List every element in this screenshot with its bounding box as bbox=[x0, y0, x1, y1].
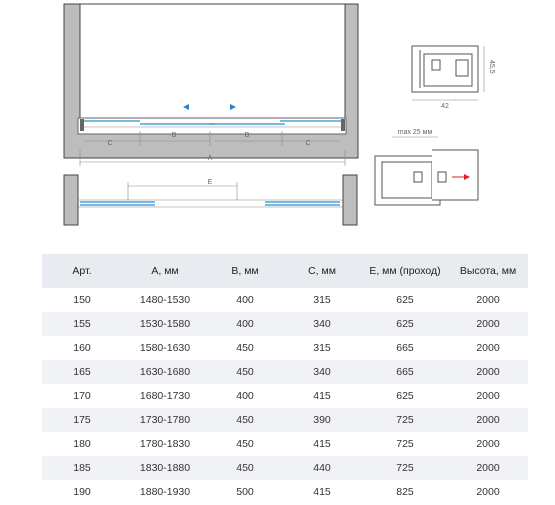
dim-c-left-label: C bbox=[107, 140, 113, 147]
table-cell: 450 bbox=[208, 456, 282, 480]
table-cell: 500 bbox=[236, 486, 254, 498]
installation-diagram bbox=[0, 0, 555, 248]
table-cell: 725 bbox=[396, 438, 414, 450]
col-header-a: А, мм bbox=[122, 254, 208, 288]
table-cell: 315 bbox=[313, 342, 331, 354]
col-header-art: Арт. bbox=[42, 254, 122, 288]
table-cell: 2000 bbox=[476, 294, 500, 306]
table-cell: 1730-1780 bbox=[122, 408, 208, 432]
table-cell: 440 bbox=[282, 456, 362, 480]
dim-c-right-label: C bbox=[305, 140, 311, 147]
table-row bbox=[42, 336, 528, 360]
dim-a-label: A bbox=[207, 155, 213, 162]
table-row bbox=[42, 408, 528, 432]
table-cell: 180 bbox=[73, 438, 91, 450]
table-cell: 415 bbox=[313, 390, 331, 402]
table-cell: 170 bbox=[73, 390, 91, 402]
niche-top-view bbox=[64, 4, 358, 158]
table-row bbox=[42, 456, 528, 480]
table-cell: 725 bbox=[362, 408, 448, 432]
table-cell: 415 bbox=[313, 438, 331, 450]
table-cell: 390 bbox=[282, 408, 362, 432]
table-cell: 2000 bbox=[476, 438, 500, 450]
col-header-b: В, мм bbox=[208, 254, 282, 288]
table-cell: 1780-1830 bbox=[139, 438, 191, 450]
table-cell: 1630-1680 bbox=[122, 360, 208, 384]
table-cell: 400 bbox=[236, 294, 254, 306]
table-cell: 155 bbox=[42, 312, 122, 336]
dim-b-right-label: B bbox=[244, 132, 250, 139]
table-cell: 340 bbox=[282, 312, 362, 336]
table-row bbox=[42, 384, 528, 408]
table-cell: 315 bbox=[313, 294, 331, 306]
table-cell: 190 bbox=[73, 486, 91, 498]
max-gap-label: max 25 мм bbox=[397, 129, 433, 136]
dim-b-left-label: B bbox=[171, 132, 177, 139]
wall-profile-detail bbox=[412, 46, 478, 92]
table-cell: 2000 bbox=[476, 390, 500, 402]
table-cell: 1530-1580 bbox=[122, 312, 208, 336]
table-header-row bbox=[42, 254, 528, 288]
table-cell: 2000 bbox=[476, 342, 500, 354]
table-cell: 185 bbox=[42, 456, 122, 480]
table-row bbox=[42, 360, 528, 384]
table-cell: 175 bbox=[42, 408, 122, 432]
glass-panels-bottom bbox=[80, 202, 340, 205]
table-cell: 160 bbox=[73, 342, 91, 354]
col-header-c: С, мм bbox=[282, 254, 362, 288]
table-row bbox=[42, 432, 528, 456]
profile-width-label: 42 bbox=[441, 103, 449, 110]
table-cell: 2000 bbox=[448, 408, 528, 432]
table-cell: 1580-1630 bbox=[139, 342, 191, 354]
table-cell: 450 bbox=[236, 438, 254, 450]
table-cell: 2000 bbox=[448, 312, 528, 336]
table-cell: 625 bbox=[362, 312, 448, 336]
profile-height-label: 45,5 bbox=[488, 60, 495, 74]
table-cell: 2000 bbox=[448, 360, 528, 384]
table-cell: 2000 bbox=[476, 486, 500, 498]
spec-table bbox=[42, 254, 528, 504]
table-cell: 1680-1730 bbox=[139, 390, 191, 402]
table-cell: 625 bbox=[396, 390, 414, 402]
table-row bbox=[42, 312, 528, 336]
table-cell: 825 bbox=[396, 486, 414, 498]
col-header-e: Е, мм (проход) bbox=[362, 254, 448, 288]
table-row bbox=[42, 480, 528, 504]
dimension-lines-bottom bbox=[128, 182, 237, 200]
table-cell: 450 bbox=[208, 360, 282, 384]
table-cell: 1480-1530 bbox=[139, 294, 191, 306]
dim-e-label: E bbox=[207, 179, 213, 186]
table-cell: 2000 bbox=[448, 456, 528, 480]
table-row bbox=[42, 288, 528, 312]
table-cell: 450 bbox=[208, 408, 282, 432]
table-cell: 400 bbox=[236, 390, 254, 402]
table-cell: 665 bbox=[362, 360, 448, 384]
table-cell: 1830-1880 bbox=[122, 456, 208, 480]
table-cell: 665 bbox=[396, 342, 414, 354]
col-header-height: Высота, мм bbox=[448, 254, 528, 288]
table-cell: 450 bbox=[236, 342, 254, 354]
table-cell: 725 bbox=[362, 456, 448, 480]
table-cell: 165 bbox=[42, 360, 122, 384]
table-cell: 1880-1930 bbox=[139, 486, 191, 498]
table-cell: 340 bbox=[282, 360, 362, 384]
table-cell: 625 bbox=[396, 294, 414, 306]
table-cell: 415 bbox=[313, 486, 331, 498]
table-cell: 400 bbox=[208, 312, 282, 336]
table-cell: 150 bbox=[73, 294, 91, 306]
